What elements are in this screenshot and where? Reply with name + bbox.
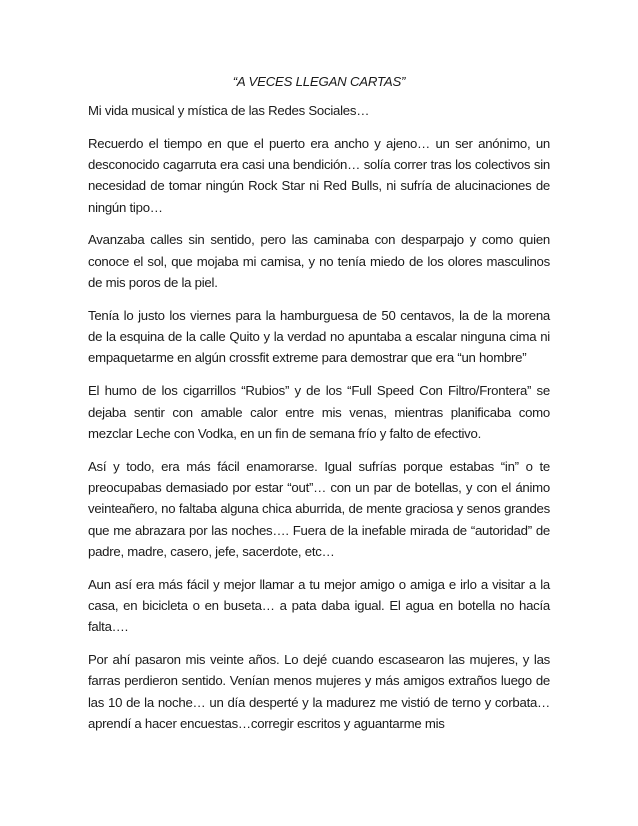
paragraph: Tenía lo justo los viernes para la hamburguesa de 50 centavos, la de la morena de la esquina de la calle Quito y la verdad no apuntaba a escalar ninguna cima ni empaquetarme en algún crossfit extreme para demostrar que era “un hombre” <box>88 307 550 366</box>
document-title: “A VECES LLEGAN CARTAS” <box>232 74 406 89</box>
paragraph: El humo de los cigarrillos “Rubios” y de los “Full Speed Con Filtro/Frontera” se dejaba sentir con amable calor entre mis venas, mientras planificaba como mezclar Leche con Vodka, en un fin de semana frío y falto de efectivo. <box>88 383 550 441</box>
paragraph: Avanzaba calles sin sentido, pero las caminaba con desparpajo y como quien conoce el sol, que mojaba mi camisa, y no tenía miedo de los olores masculinos de mis poros de la piel. <box>88 232 550 291</box>
paragraph: Recuerdo el tiempo en que el puerto era ancho y ajeno… un ser anónimo, un desconocido cagarruta era casi una bendición… solía correr tras los colectivos sin necesidad de tomar ningún Rock Star ni Red Bulls, ni sufría de alucinaciones de ningún tipo… <box>88 135 550 215</box>
paragraph: Así y todo, era más fácil enamorarse. Igual sufrías porque estabas “in” o te preocupabas demasiado por estar “out”… con un par de botellas, y con el ánimo veinteañero, no faltaba alguna chica aburrida, de mente graciosa y senos grandes que me abrazara por las noches…. Fuera de la inefable mirada de “autoridad” de padre, madre, casero, jefe, sacerdote, etc… <box>88 458 550 559</box>
paragraph: Por ahí pasaron mis veinte años. Lo dejé cuando escasearon las mujeres, y las farras perdieron sentido. Venían menos mujeres y más amigos extraños luego de las 10 de la noche… un día desperté y la madurez me vistió de terno y corbata… aprendí a hacer encuestas…corregir escritos y aguantarme mis <box>88 652 550 731</box>
paragraph: Aun así era más fácil y mejor llamar a tu mejor amigo o amiga e irlo a visitar a la casa, en bicicleta o en buseta… a pata daba igual. El agua en botella no hacía falta…. <box>88 576 550 635</box>
document-body <box>88 100 550 734</box>
paragraph: Mi vida musical y mística de las Redes Sociales… <box>88 103 370 118</box>
